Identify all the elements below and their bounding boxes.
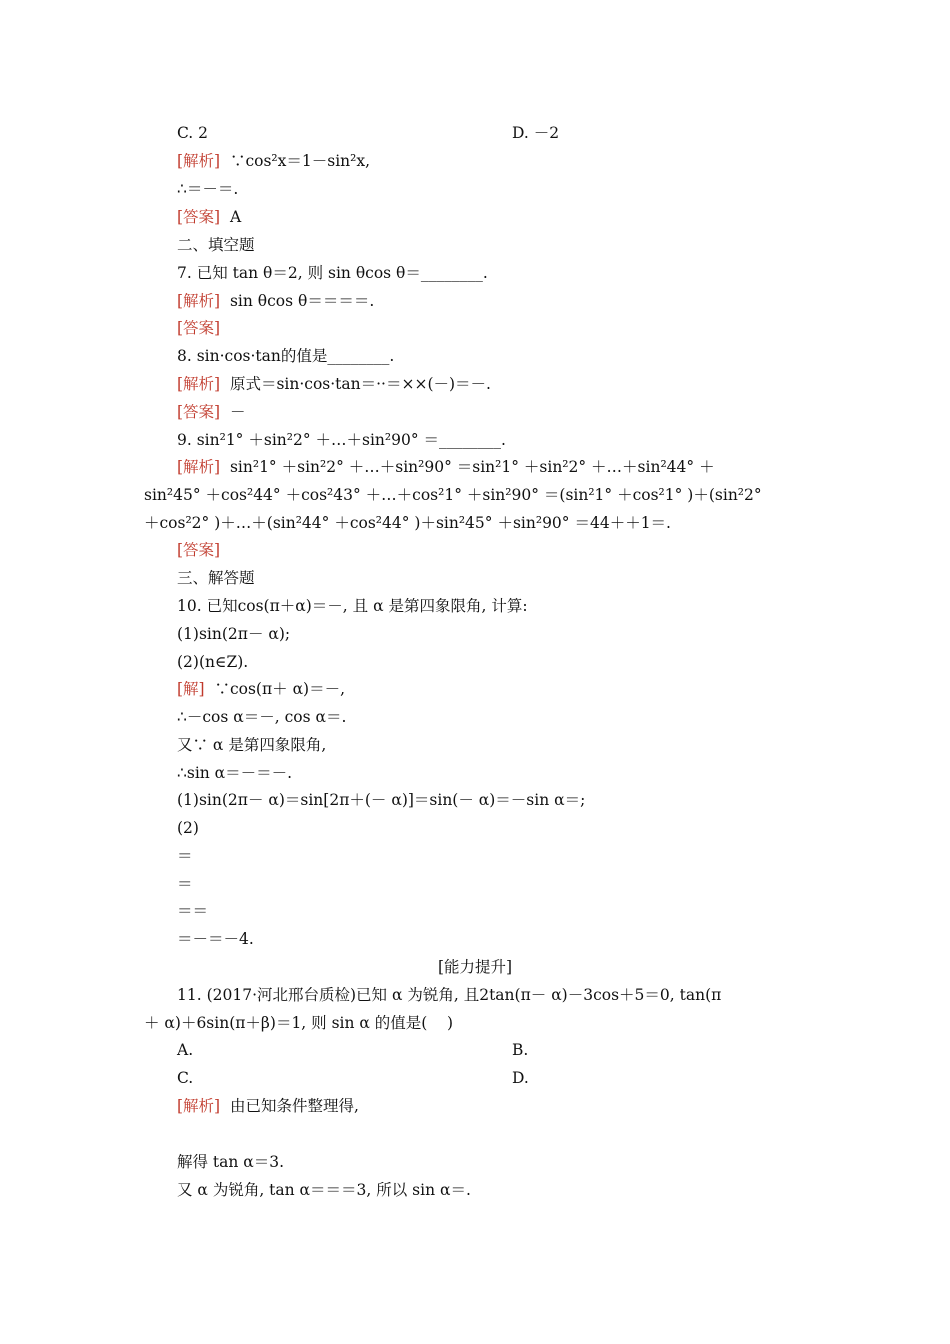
text-line: ＝	[177, 847, 193, 865]
answer-tag: [答案]	[177, 319, 221, 337]
option-row-cd	[177, 1068, 529, 1088]
text-line: 解得 tan α＝3.	[177, 1153, 285, 1171]
question-8: 8. sin·cos·tan的值是________.	[177, 347, 395, 365]
analysis-line	[177, 151, 370, 171]
text-line: ＋ α)＋6sin(π＋β)＝1, 则 sin α 的值是( )	[144, 1014, 454, 1032]
answer-line	[177, 207, 241, 227]
analysis-tag: [解析]	[177, 375, 221, 393]
text-line: 又∵ α 是第四象限角,	[177, 736, 327, 754]
answer-text: －	[220, 403, 246, 421]
solution-tag: [解]	[177, 680, 205, 698]
text-line: ＋cos²2° )＋…＋(sin²44° ＋cos²44° )＋sin²45° ＋sin²90° ＝44＋＋1＝.	[144, 514, 671, 532]
text-line: ∴＝－＝.	[177, 180, 239, 198]
answer-tag: [答案]	[177, 403, 221, 421]
section-heading: 三、解答题	[177, 569, 255, 587]
analysis-tag: [解析]	[177, 292, 221, 310]
analysis-text: 由已知条件整理得,	[220, 1097, 359, 1115]
analysis-line	[177, 1096, 359, 1116]
text-line: (2)	[177, 819, 199, 837]
section-heading-ability: [能力提升]	[437, 958, 513, 976]
text-line: ＝	[177, 875, 193, 893]
text-line: (1)sin(2π－ α)＝sin[2π＋(－ α)]＝sin(－ α)＝－sin α＝;	[177, 791, 586, 809]
analysis-tag: [解析]	[177, 458, 221, 476]
solution-line	[177, 679, 345, 699]
question-7: 7. 已知 tan θ＝2, 则 sin θcos θ＝________.	[177, 264, 488, 282]
text-line: ＝＝	[177, 902, 209, 920]
option-d: D.	[512, 1069, 529, 1087]
analysis-text: ∵cos²x＝1－sin²x,	[220, 152, 371, 170]
text-line: sin²45° ＋cos²44° ＋cos²43° ＋…＋cos²1° ＋sin²90° ＝(sin²1° ＋cos²1° )＋(sin²2°	[144, 486, 762, 504]
answer-tag: [答案]	[177, 541, 221, 559]
analysis-line	[177, 457, 715, 477]
text-line: 又 α 为锐角, tan α＝＝＝3, 所以 sin α＝.	[177, 1181, 471, 1199]
option-d: D. －2	[512, 124, 560, 142]
solution-text: ∵cos(π＋ α)＝－,	[204, 680, 346, 698]
analysis-text: sin θcos θ＝＝＝＝.	[220, 292, 375, 310]
option-row-cd	[177, 123, 560, 143]
option-c: C.	[177, 1069, 194, 1087]
option-b: B.	[512, 1041, 529, 1059]
answer-text: A	[220, 208, 242, 226]
text-line: (1)sin(2π－ α);	[177, 625, 291, 643]
question-11: 11. (2017·河北邢台质检)已知 α 为锐角, 且2tan(π－ α)－3cos＋5＝0, tan(π	[177, 986, 722, 1004]
text-line: ＝－＝－4.	[177, 930, 254, 948]
question-10: 10. 已知cos(π＋α)＝－, 且 α 是第四象限角, 计算:	[177, 597, 528, 615]
analysis-text: sin²1° ＋sin²2° ＋…＋sin²90° ＝sin²1° ＋sin²2° ＋…＋sin²44° ＋	[220, 458, 715, 476]
analysis-tag: [解析]	[177, 152, 221, 170]
analysis-line	[177, 374, 491, 394]
option-a: A.	[177, 1041, 194, 1059]
text-line: (2)(n∈Z).	[177, 653, 249, 671]
analysis-tag: [解析]	[177, 1097, 221, 1115]
analysis-text: 原式＝sin·cos·tan＝··＝××(－)＝－.	[220, 375, 491, 393]
answer-tag: [答案]	[177, 208, 221, 226]
option-c: C. 2	[177, 124, 209, 142]
text-line: ∴－cos α＝－, cos α＝.	[177, 708, 347, 726]
text-line: ∴sin α＝－＝－.	[177, 764, 293, 782]
option-row-ab	[177, 1040, 529, 1060]
section-heading: 二、填空题	[177, 236, 255, 254]
question-9: 9. sin²1° ＋sin²2° ＋…＋sin²90° ＝________.	[177, 431, 506, 449]
answer-line	[177, 402, 245, 422]
analysis-line	[177, 291, 374, 311]
